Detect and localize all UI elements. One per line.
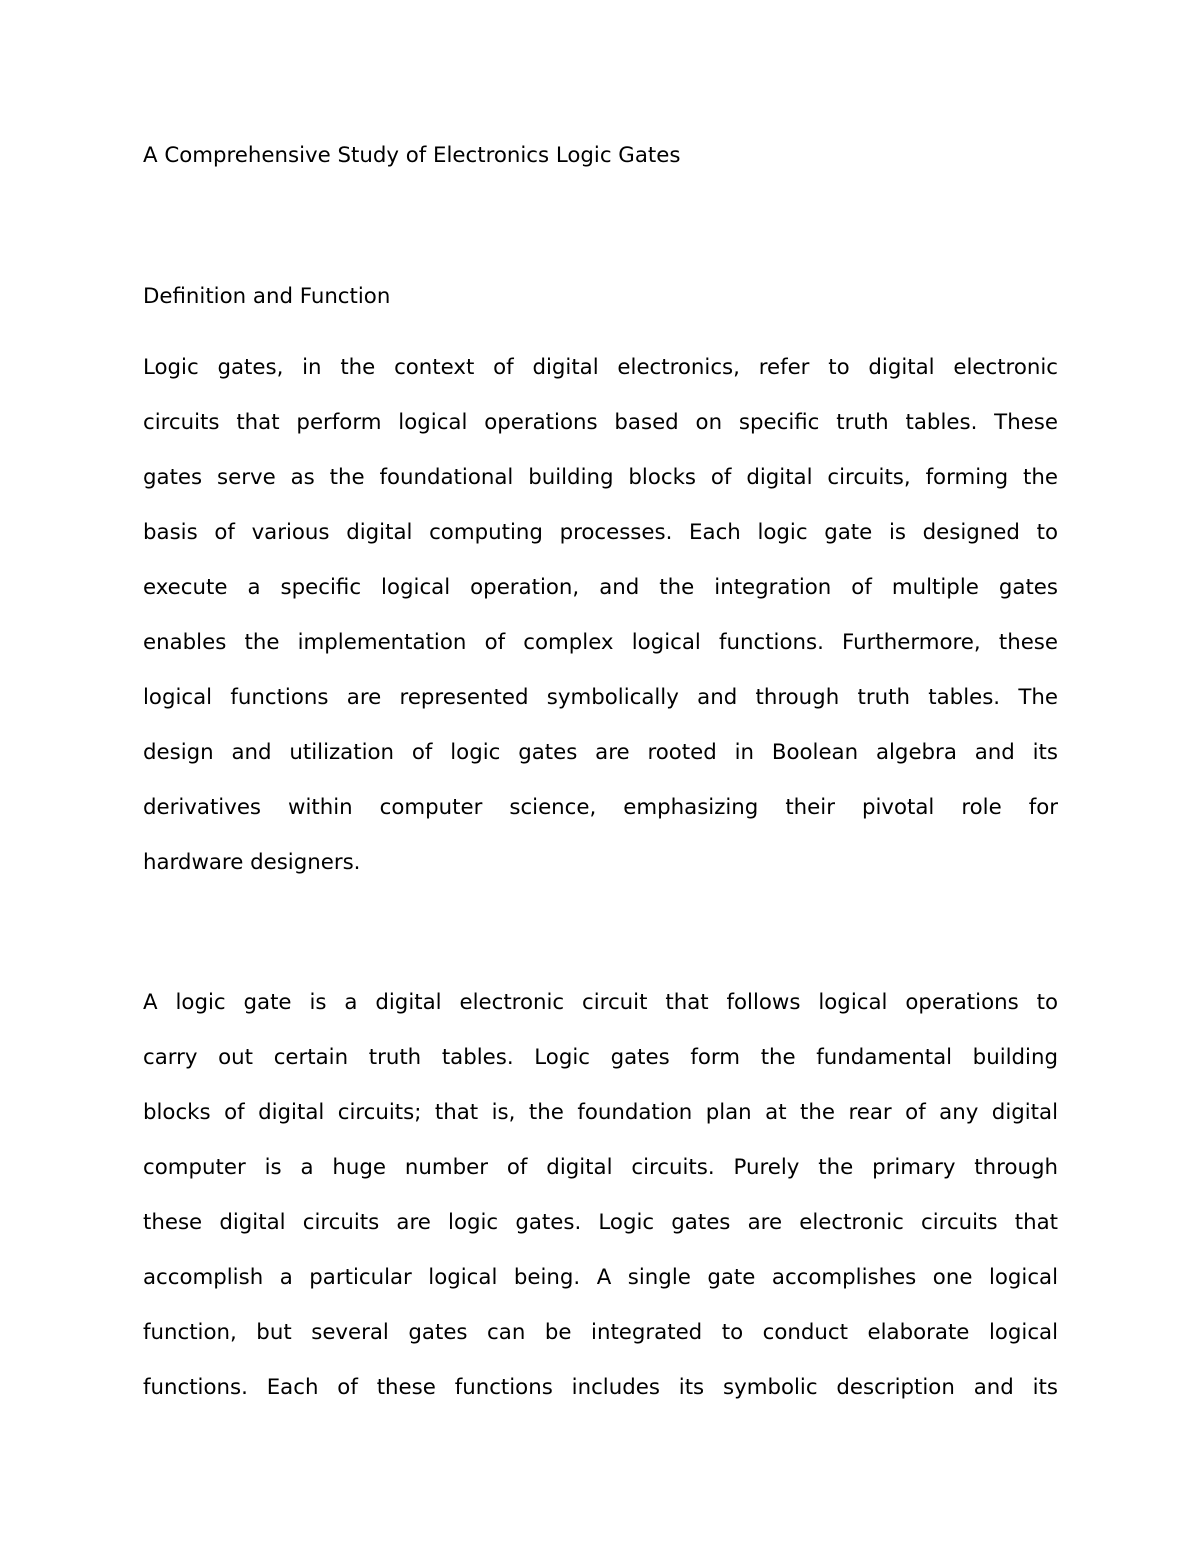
paragraph-line: logical functions are represented symbolically and through truth tables. The: [143, 685, 1058, 710]
paragraph-line: hardware designers.: [143, 850, 361, 875]
paragraph-line: basis of various digital computing processes. Each logic gate is designed to: [143, 520, 1058, 545]
paragraph-line: circuits that perform logical operations based on specific truth tables. These: [143, 410, 1058, 435]
document-title: A Comprehensive Study of Electronics Logic Gates: [143, 143, 681, 168]
paragraph-line: Logic gates, in the context of digital electronics, refer to digital electronic: [143, 355, 1058, 380]
paragraph-line: accomplish a particular logical being. A single gate accomplishes one logical: [143, 1265, 1058, 1290]
paragraph-line: A logic gate is a digital electronic circuit that follows logical operations to: [143, 990, 1058, 1015]
paragraph-line: design and utilization of logic gates are rooted in Boolean algebra and its: [143, 740, 1058, 765]
paragraph-line: function, but several gates can be integrated to conduct elaborate logical: [143, 1320, 1058, 1345]
paragraph-line: these digital circuits are logic gates. Logic gates are electronic circuits that: [143, 1210, 1058, 1235]
paragraph-line: blocks of digital circuits; that is, the foundation plan at the rear of any digital: [143, 1100, 1058, 1125]
paragraph-line: derivatives within computer science, emphasizing their pivotal role for: [143, 795, 1058, 820]
paragraph-line: carry out certain truth tables. Logic gates form the fundamental building: [143, 1045, 1058, 1070]
section-heading: Definition and Function: [143, 284, 391, 309]
paragraph-line: execute a specific logical operation, and the integration of multiple gates: [143, 575, 1058, 600]
paragraph-line: computer is a huge number of digital circuits. Purely the primary through: [143, 1155, 1058, 1180]
paragraph-line: functions. Each of these functions includes its symbolic description and its: [143, 1375, 1058, 1400]
paragraph-line: gates serve as the foundational building blocks of digital circuits, forming the: [143, 465, 1058, 490]
paragraph-line: enables the implementation of complex logical functions. Furthermore, these: [143, 630, 1058, 655]
